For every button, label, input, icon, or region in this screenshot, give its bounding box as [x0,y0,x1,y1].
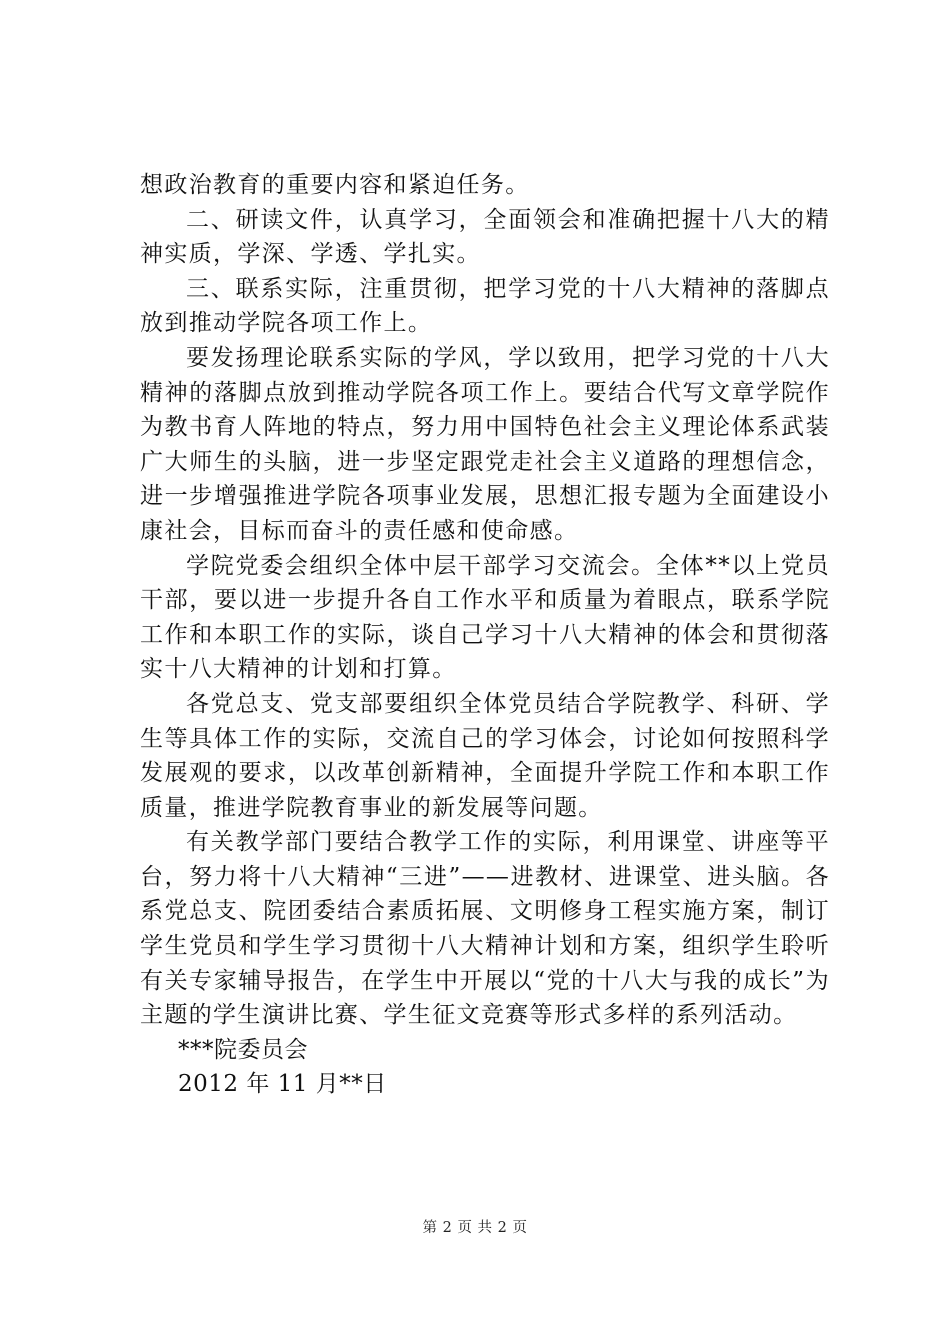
document-body [140,168,830,1102]
signature-committee: ***院委员会 [178,1036,308,1063]
signature-date: 2012 年 11 月**日 [178,1071,387,1098]
paragraph-teaching-departments: 有关教学部门要结合教学工作的实际，利用课堂、讲座等平台，努力将十八大精神“三进”——进教材、进课堂、进头脑。各系党总支、院团委结合素质拓展、文明修身工程实施方案，制订学生党员和学生学习贯彻十八大精神计划和方案，组织学生聆听有关专家辅导报告，在学生中开展以“党的十八大与我的成长”为主题的学生演讲比赛、学生征文竞赛等形式多样的系列活动。 [140,829,830,1029]
paragraph-party-branches: 各党总支、党支部要组织全体党员结合学院教学、科研、学生等具体工作的实际，交流自己的学习体会，讨论如何按照科学发展观的要求，以改革创新精神，全面提升学院工作和本职工作质量，推进学院教育事业的新发展等问题。 [140,690,830,821]
page-footer [0,1216,950,1237]
paragraph-item-two: 二、研读文件，认真学习，全面领会和准确把握十八大的精神实质，学深、学透、学扎实。 [140,206,830,268]
paragraph-item-three: 三、联系实际，注重贯彻，把学习党的十八大精神的落脚点放到推动学院各项工作上。 [140,275,830,337]
paragraph-party-committee: 学院党委会组织全体中层干部学习交流会。全体**以上党员干部，要以进一步提升各自工作水平和质量为着眼点，联系学院工作和本职工作的实际，谈自己学习十八大精神的体会和贯彻落实十八大精神的计划和打算。 [140,552,830,683]
page-number: 第 2 页 共 2 页 [422,1220,528,1236]
paragraph-continuation: 想政治教育的重要内容和紧迫任务。 [140,172,530,198]
paragraph-study-style: 要发扬理论联系实际的学风，学以致用，把学习党的十八大精神的落脚点放到推动学院各项工作上。要结合代写文章学院作为教书育人阵地的特点，努力用中国特色社会主义理论体系武装广大师生的头脑，进一步坚定跟党走社会主义道路的理想信念，进一步增强推进学院各项事业发展，思想汇报专题为全面建设小康社会，目标而奋斗的责任感和使命感。 [140,344,830,544]
